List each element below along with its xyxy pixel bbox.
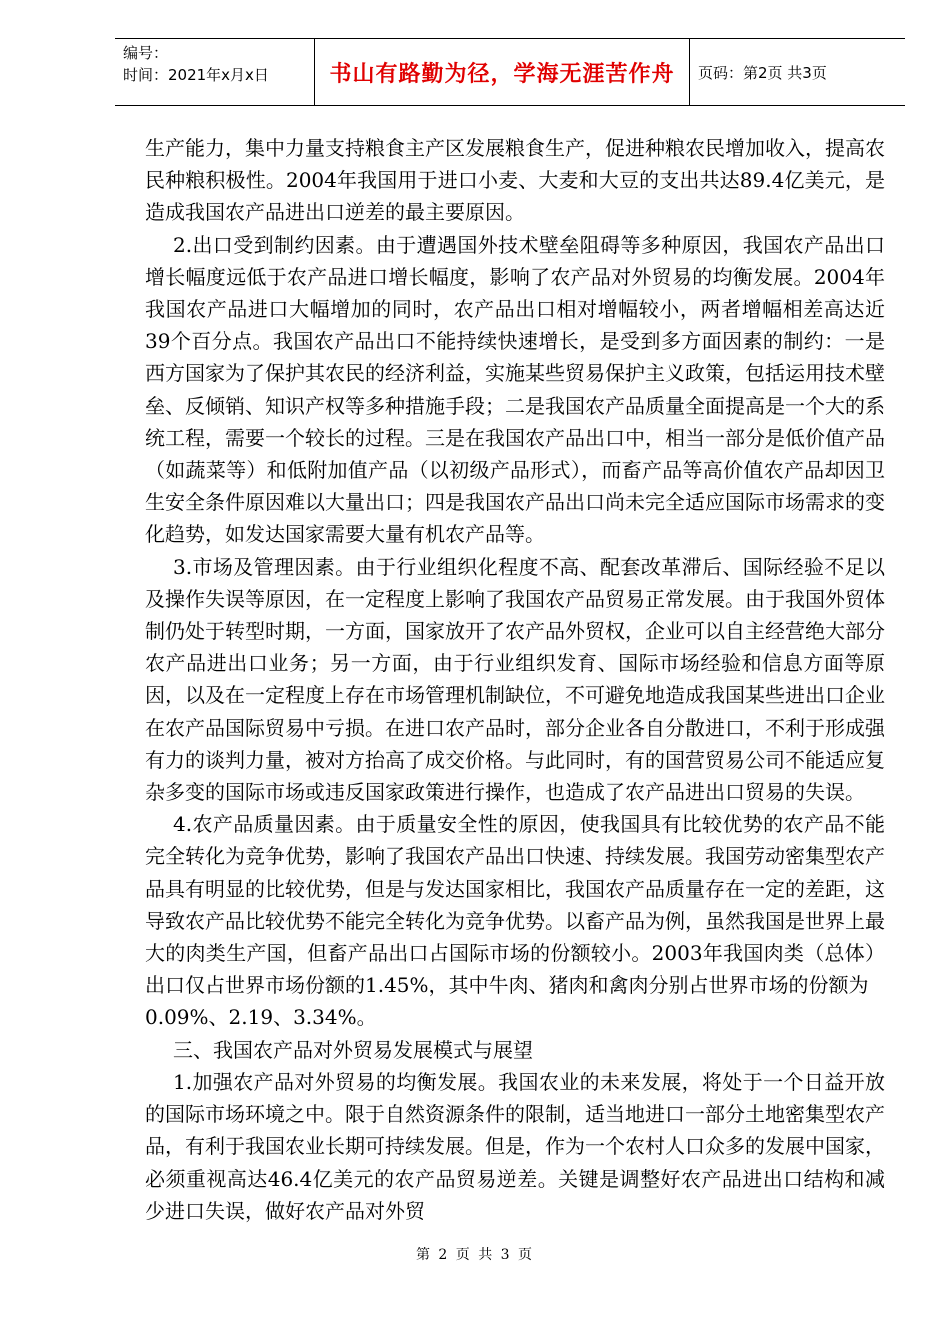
page-header <box>115 38 905 106</box>
paragraph-balanced-development: 1.加强农产品对外贸易的均衡发展。我国农业的未来发展，将处于一个日益开放的国际市场环境之中。限于自然资源条件的限制，适当地进口一部分土地密集型农产品，有利于我国农业长期可持续发展。但是，作为一个农村人口众多的发展中国家，必须重视高达46.4亿美元的农产品贸易逆差。关键是调整好农产品进出口结构和减少进口失误，做好农产品对外贸 <box>145 1069 885 1223</box>
section-heading: 三、我国农产品对外贸易发展模式与展望 <box>173 1037 533 1062</box>
header-meta <box>115 39 315 105</box>
paragraph-market-management: 3.市场及管理因素。由于行业组织化程度不高、配套改革滞后、国际经验不足以及操作失误等原因，在一定程度上影响了我国农产品贸易正常发展。由于我国外贸体制仍处于转型时期，一方面，国家放开了农产品外贸权，企业可以自主经营绝大部分农产品进出口业务；另一方面，由于行业组织发育、国际市场经验和信息方面等原因，以及在一定程度上存在市场管理机制缺位，不可避免地造成我国某些进出口企业在农产品国际贸易中亏损。在进口农产品时，部分企业各自分散进口，不利于形成强有力的谈判力量，被对方抬高了成交价格。与此同时，有的国营贸易公司不能适应复杂多变的国际市场或违反国家政策进行操作，也造成了农产品进出口贸易的失误。 <box>145 554 885 805</box>
paragraph-export-constraints: 2.出口受到制约因素。由于遭遇国外技术壁垒阻碍等多种原因，我国农产品出口增长幅度远低于农产品进口增长幅度，影响了农产品对外贸易的均衡发展。2004年我国农产品进口大幅增加的同时，农产品出口相对增幅较小，两者增幅相差高达近39个百分点。我国农产品出口不能持续快速增长，是受到多方面因素的制约：一是西方国家为了保护其农民的经济利益，实施某些贸易保护主义政策，包括运用技术壁垒、反倾销、知识产权等多种措施手段；二是我国农产品质量全面提高是一个大的系统工程，需要一个较长的过程。三是在我国农产品出口中，相当一部分是低价值产品（如蔬菜等）和低附加值产品（以初级产品形式），而畜产品等高价值农产品却因卫生安全条件原因难以大量出口；四是我国农产品出口尚未完全适应国际市场需求的变化趋势，如发达国家需要大量有机农产品等。 <box>145 232 885 547</box>
paragraph-share-figures: 0.09%、2.19、3.34%。 <box>145 1005 377 1030</box>
header-page-label: 页码：第2页 共3页 <box>698 63 827 82</box>
document-body <box>145 132 885 1227</box>
paragraph-quality-factors: 4.农产品质量因素。由于质量安全性的原因，使我国具有比较优势的农产品不能完全转化为竞争优势，影响了我国农产品出口快速、持续发展。我国劳动密集型农产品具有明显的比较优势，但是与发达国家相比，我国农产品质量存在一定的差距，这导致农产品比较优势不能完全转化为竞争优势。以畜产品为例，虽然我国是世界上最大的肉类生产国，但畜产品出口占国际市场的份额较小。2003年我国肉类（总体）出口仅占世界市场份额的1.45%，其中牛肉、猪肉和禽肉分别占世界市场的份额为 <box>145 812 885 998</box>
document-number-label: 编号： <box>123 44 169 62</box>
page-footer: 第 2 页 共 3 页 <box>415 1247 535 1263</box>
header-motto: 书山有路勤为径，学海无涯苦作舟 <box>315 39 690 105</box>
paragraph-continuation: 生产能力，集中力量支持粮食主产区发展粮食生产，促进种粮农民增加收入，提高农民种粮积极性。2004年我国用于进口小麦、大麦和大豆的支出共达89.4亿美元，是造成我国农产品进出口逆差的最主要原因。 <box>145 136 885 225</box>
document-time-label: 时间：2021年x月x日 <box>123 66 269 84</box>
